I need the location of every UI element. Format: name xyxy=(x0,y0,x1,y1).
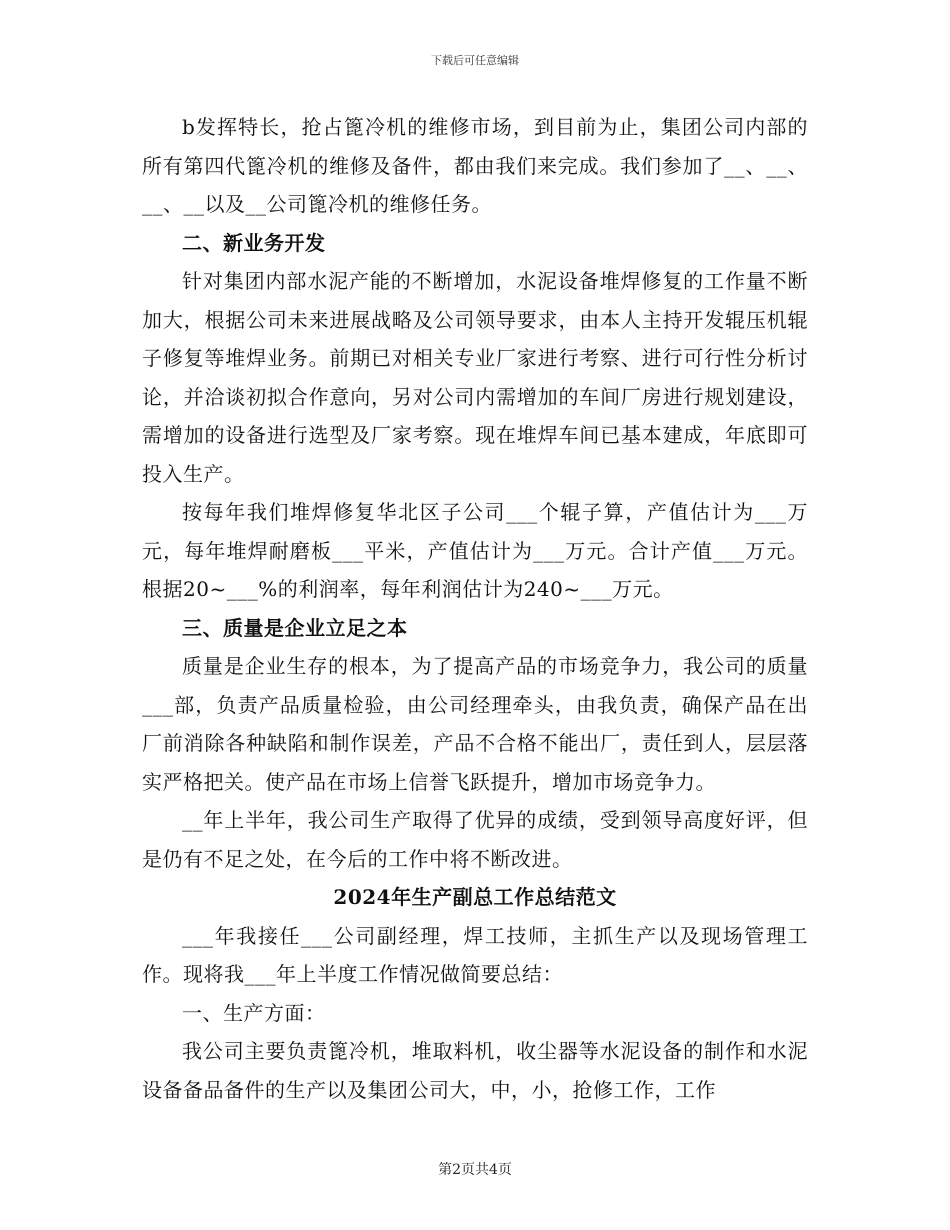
paragraph: 按每年我们堆焊修复华北区子公司___个辊子算，产值估计为___万元，每年堆焊耐磨板___平米，产值估计为___万元。合计产值___万元。根据20~___%的利润率，每年利润估计为240~___万元。 xyxy=(142,500,808,601)
paragraph: 我公司主要负责篦冷机，堆取料机，收尘器等水泥设备的制作和水泥设备备品备件的生产以及集团公司大，中，小，抢修工作，工作 xyxy=(142,1039,808,1102)
section-heading: 三、质量是企业立足之本 xyxy=(182,615,408,640)
paragraph: b发挥特长，抢占篦冷机的维修市场，到目前为止，集团公司内部的所有第四代篦冷机的维修及备件，都由我们来完成。我们参加了__、__、__、__以及__公司篦冷机的维修任务。 xyxy=(142,115,808,216)
paragraph: __年上半年，我公司生产取得了优异的成绩，受到领导高度好评，但是仍有不足之处，在今后的工作中将不断改进。 xyxy=(142,808,808,871)
paragraph: 质量是企业生存的根本，为了提高产品的市场竞争力，我公司的质量___部，负责产品质量检验，由公司经理牵头，由我负责，确保产品在出厂前消除各种缺陷和制作误差，产品不合格不能出厂，责任到人，层层落实严格把关。使产品在市场上信誉飞跃提升，增加市场竞争力。 xyxy=(142,654,808,794)
section-heading: 二、新业务开发 xyxy=(182,230,326,255)
document-title: 2024年生产副总工作总结范文 xyxy=(333,885,617,909)
document-body xyxy=(142,108,808,1109)
page-header: 下载后可任意编辑 xyxy=(431,54,519,67)
paragraph: ___年我接任___公司副经理，焊工技师，主抓生产以及现场管理工作。现将我___年上半度工作情况做简要总结： xyxy=(142,923,808,986)
paragraph: 针对集团内部水泥产能的不断增加，水泥设备堆焊修复的工作量不断加大，根据公司未来进展战略及公司领导要求，由本人主持开发辊压机辊子修复等堆焊业务。前期已对相关专业厂家进行考察、进行可行性分析讨论，并洽谈初拟合作意向，另对公司内需增加的车间厂房进行规划建设，需增加的设备进行选型及厂家考察。现在堆焊车间已基本建成，年底即可投入生产。 xyxy=(142,269,808,486)
page-number: 第2页共4页 xyxy=(438,1162,512,1178)
paragraph: 一、生产方面： xyxy=(182,1000,326,1025)
